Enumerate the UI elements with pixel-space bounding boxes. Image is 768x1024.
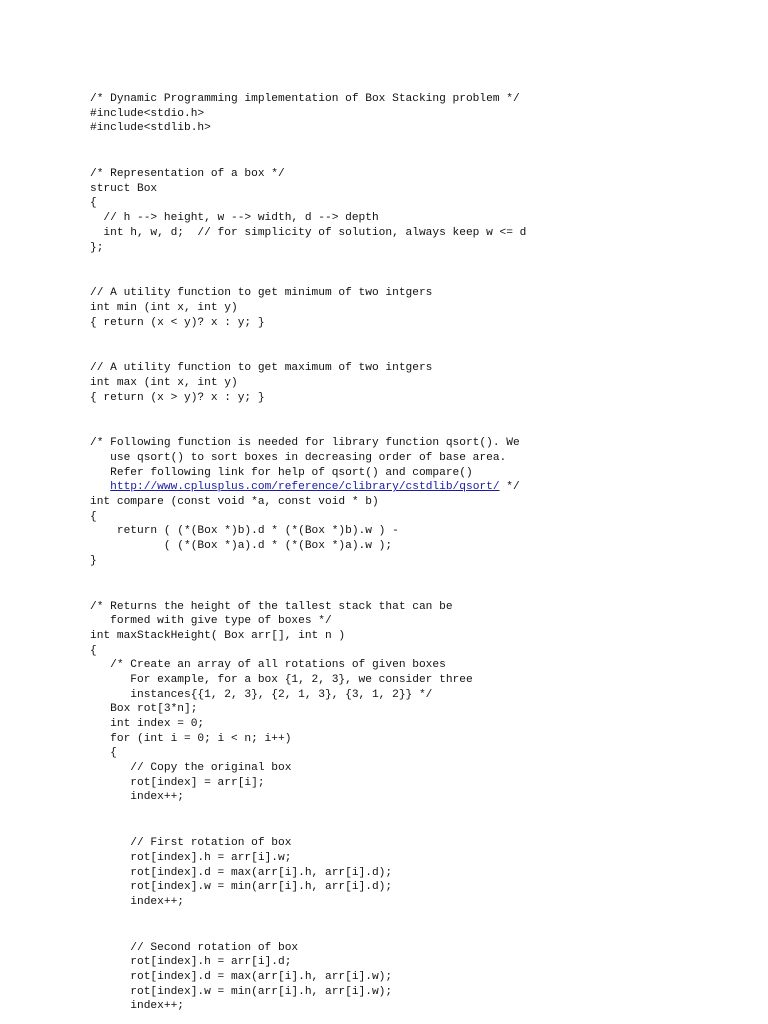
code-line: // First rotation of box	[90, 837, 292, 850]
code-line: rot[index].w = min(arr[i].h, arr[i].w);	[90, 985, 393, 998]
code-block	[90, 286, 750, 330]
code-line: Box rot[3*n];	[90, 703, 198, 716]
code-line: /* Dynamic Programming implementation of Box Stacking problem */	[90, 93, 520, 105]
code-line: struct Box	[90, 182, 158, 195]
code-line: ( (*(Box *)a).d * (*(Box *)a).w );	[90, 540, 393, 553]
code-block	[90, 92, 750, 136]
code-line: rot[index].h = arr[i].d;	[90, 956, 292, 969]
code-line: }	[90, 554, 97, 567]
code-line: int min (int x, int y)	[90, 301, 238, 314]
code-line: /* Following function is needed for library function qsort(). We	[90, 437, 520, 450]
code-line: /* Returns the height of the tallest stack that can be	[90, 600, 453, 613]
qsort-reference-link[interactable]: http://www.cplusplus.com/reference/clibrary/cstdlib/qsort/	[110, 481, 500, 494]
code-line: index++;	[90, 895, 184, 908]
code-line: rot[index] = arr[i];	[90, 776, 265, 789]
code-line: use qsort() to sort boxes in decreasing order of base area.	[90, 452, 507, 464]
code-line: formed with give type of boxes */	[90, 615, 332, 628]
code-line: {	[90, 197, 97, 210]
code-line: // Second rotation of box	[90, 941, 299, 954]
code-line: /* Representation of a box */	[90, 168, 285, 181]
code-line: rot[index].w = min(arr[i].h, arr[i].d);	[90, 881, 393, 894]
code-line: {	[90, 644, 97, 657]
code-line: /* Create an array of all rotations of given boxes	[90, 659, 446, 672]
code-block	[90, 436, 750, 568]
code-block	[90, 836, 750, 909]
blank-line	[90, 136, 750, 167]
code-line: int h, w, d; // for simplicity of solution, always keep w <= d	[90, 226, 527, 239]
code-listing	[90, 92, 750, 1014]
code-line: index++;	[90, 1000, 184, 1013]
blank-line	[90, 910, 750, 941]
code-block	[90, 941, 750, 1014]
code-line: {	[90, 510, 97, 523]
code-line: { return (x < y)? x : y; }	[90, 316, 265, 329]
code-line: {	[90, 747, 117, 760]
code-line: // Copy the original box	[90, 762, 292, 775]
code-line: For example, for a box {1, 2, 3}, we consider three	[90, 673, 473, 686]
blank-line	[90, 805, 750, 836]
code-line: };	[90, 241, 104, 254]
code-line: rot[index].d = max(arr[i].h, arr[i].d);	[90, 866, 393, 879]
code-block	[90, 167, 750, 255]
code-line: #include<stdlib.h>	[90, 122, 211, 135]
code-line: for (int i = 0; i < n; i++)	[90, 732, 292, 745]
code-line: { return (x > y)? x : y; }	[90, 391, 265, 404]
blank-line	[90, 405, 750, 436]
code-line: int compare (const void *a, const void * b)	[90, 496, 379, 509]
code-line: instances{{1, 2, 3}, {2, 1, 3}, {3, 1, 2}} */	[90, 688, 433, 701]
code-line: // h --> height, w --> width, d --> depth	[90, 212, 379, 225]
code-line: // A utility function to get minimum of two intgers	[90, 287, 433, 300]
comment-close: */	[499, 481, 520, 494]
code-line: // A utility function to get maximum of two intgers	[90, 362, 433, 375]
code-line: Refer following link for help of qsort() and compare()	[90, 466, 473, 479]
code-line: int max (int x, int y)	[90, 376, 238, 389]
blank-line	[90, 255, 750, 286]
code-line: int maxStackHeight( Box arr[], int n )	[90, 629, 346, 642]
code-indent	[90, 481, 110, 493]
code-line	[90, 480, 750, 495]
code-line: #include<stdio.h>	[90, 107, 205, 120]
code-block	[90, 361, 750, 405]
code-line: return ( (*(Box *)b).d * (*(Box *)b).w ) -	[90, 525, 399, 538]
blank-line	[90, 330, 750, 361]
code-line: rot[index].d = max(arr[i].h, arr[i].w);	[90, 970, 393, 983]
blank-line	[90, 569, 750, 600]
code-block	[90, 600, 750, 806]
code-line: index++;	[90, 791, 184, 804]
code-line: rot[index].h = arr[i].w;	[90, 851, 292, 864]
code-line: int index = 0;	[90, 718, 205, 730]
